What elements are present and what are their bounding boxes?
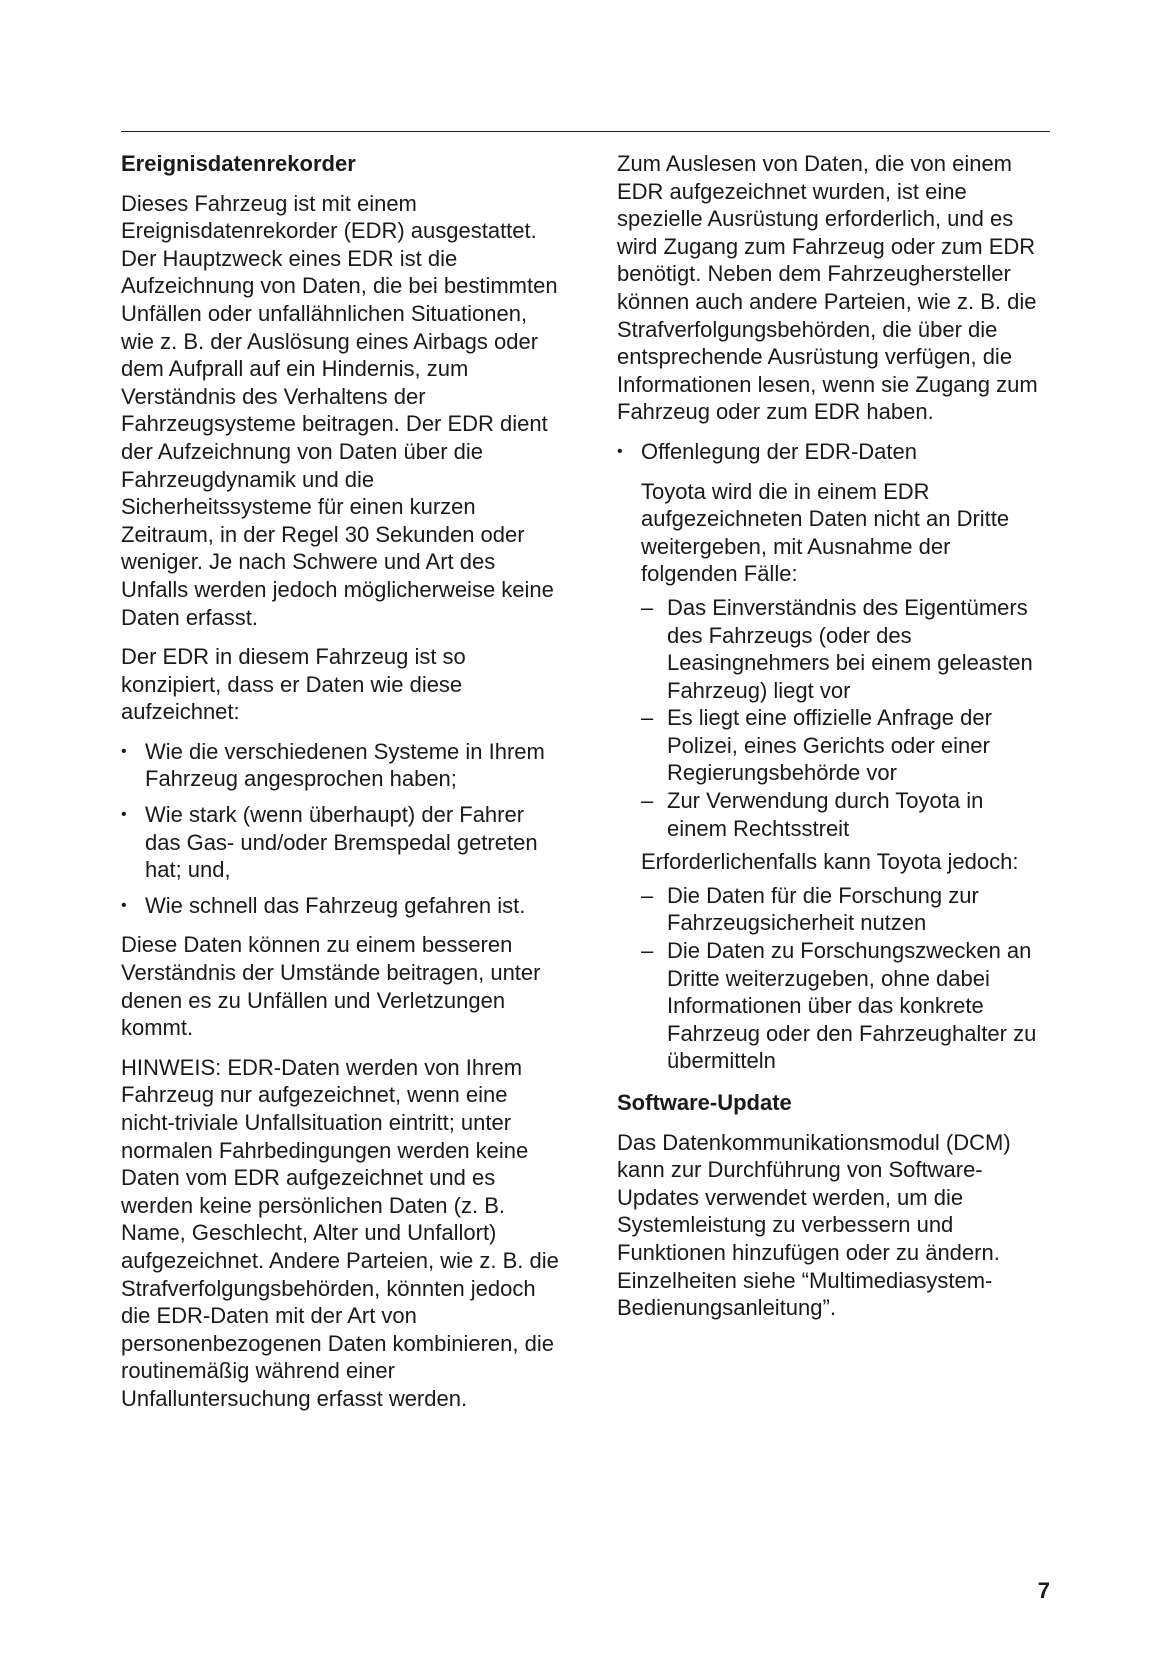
left-column (121, 150, 561, 1425)
toyota-intro-paragraph: Erforderlichenfalls kann Toyota jedoch: (641, 849, 1019, 875)
note-paragraph: HINWEIS: EDR-Daten werden von Ihrem Fahrzeug nur aufgezeichnet, wenn eine nicht-triviale Unfallsituation eintritt; unter normalen Fahrbedingungen werden keine Daten vom EDR aufgezeichnet und es werden keine persönlichen Daten (z. B. Name, Geschlecht, Alter und Unfallort) aufgezeichnet. Andere Parteien, wie z. B. die Strafverfolgungsbehörden, könnten jedoch die EDR-Daten mit der Art von personenbezogenen Daten kombinieren, die routinemäßig während einer Unfalluntersuchung erfasst werden. (121, 1054, 559, 1411)
list-item: – Die Daten zu Forschungszwecken an Dritte weiterzugeben, ohne dabei Informationen über das konkrete Fahrzeug oder den Fahrzeughalter zu übermitteln (667, 937, 1049, 1075)
edr-intro-paragraph: Dieses Fahrzeug ist mit einem Ereignisdatenrekorder (EDR) ausgestattet. Der Hauptzweck eines EDR ist die Aufzeichnung von Daten, die bei bestimmten Unfällen oder unfallähnlichen Situationen, wie z. B. der Auslösung eines Airbags oder dem Aufprall auf ein Hindernis, zum Verständnis des Verhaltens der Fahrzeugsysteme beitragen. Der EDR dient der Aufzeichnung von Daten über die Fahrzeugdynamik und die Sicherheitssysteme für einen kurzen Zeitraum, in der Regel 30 Sekunden oder weniger. Je nach Schwere und Art des Unfalls werden jedoch möglicherweise keine Daten erfasst. (121, 190, 558, 630)
data-reading-paragraph: Zum Auslesen von Daten, die von einem EDR aufgezeichnet wurden, ist eine spezielle Ausrüstung erforderlich, und es wird Zugang zum Fahrzeug oder zum EDR benötigt. Neben dem Fahrzeughersteller können auch andere Parteien, wie z. B. die Strafverfolgungsbehörden, die über die entsprechende Ausrüstung verfügen, die Informationen lesen, wenn sie Zugang zum Fahrzeug oder zum EDR haben. (617, 151, 1038, 425)
list-item: – Es liegt eine offizielle Anfrage der Polizei, eines Gerichts oder einer Regierungsbehörde vor (667, 704, 1049, 787)
disclosure-bullet-label: Offenlegung der EDR-Daten (641, 438, 917, 464)
list-item: • Wie stark (wenn überhaupt) der Fahrer das Gas- und/oder Bremspedal getreten hat; und, (121, 801, 561, 884)
section-heading-software-update: Software-Update (617, 1090, 792, 1115)
page-number: 7 (1037, 1578, 1050, 1603)
disclosure-exceptions-list (617, 594, 1049, 842)
disclosure-intro-paragraph: Toyota wird die in einem EDR aufgezeichneten Daten nicht an Dritte weitergeben, mit Ausnahme der folgenden Fälle: (641, 478, 1010, 587)
list-item: • Wie schnell das Fahrzeug gefahren ist. (121, 892, 561, 920)
data-purpose-paragraph: Diese Daten können zu einem besseren Verständnis der Umstände beitragen, unter denen es zu Unfällen und Verletzungen kommt. (121, 932, 541, 1041)
section-heading-edr: Ereignisdatenrekorder (121, 151, 356, 176)
right-column (617, 150, 1049, 1334)
disclosure-bullet-list (617, 438, 1049, 466)
top-divider-rule (121, 131, 1050, 132)
list-item: – Das Einverständnis des Eigentümers des Fahrzeugs (oder des Leasingnehmers bei einem geleasten Fahrzeug) liegt vor (667, 594, 1049, 704)
edr-design-paragraph: Der EDR in diesem Fahrzeug ist so konzipiert, dass er Daten wie diese aufzeichnet: (121, 644, 466, 725)
recorded-data-list (121, 738, 561, 920)
list-item (617, 438, 1049, 466)
list-item: – Zur Verwendung durch Toyota in einem Rechtsstreit (667, 787, 1049, 842)
list-item: • Wie die verschiedenen Systeme in Ihrem Fahrzeug angesprochen haben; (121, 738, 561, 793)
list-item: – Die Daten für die Forschung zur Fahrzeugsicherheit nutzen (667, 882, 1049, 937)
software-update-paragraph: Das Datenkommunikationsmodul (DCM) kann zur Durchführung von Software-Updates verwendet werden, um die Systemleistung zu verbessern und Funktionen hinzufügen oder zu ändern. Einzelheiten siehe “Multimediasystem-Bedienungsanleitung”. (617, 1129, 1011, 1321)
toyota-usage-list (617, 882, 1049, 1075)
